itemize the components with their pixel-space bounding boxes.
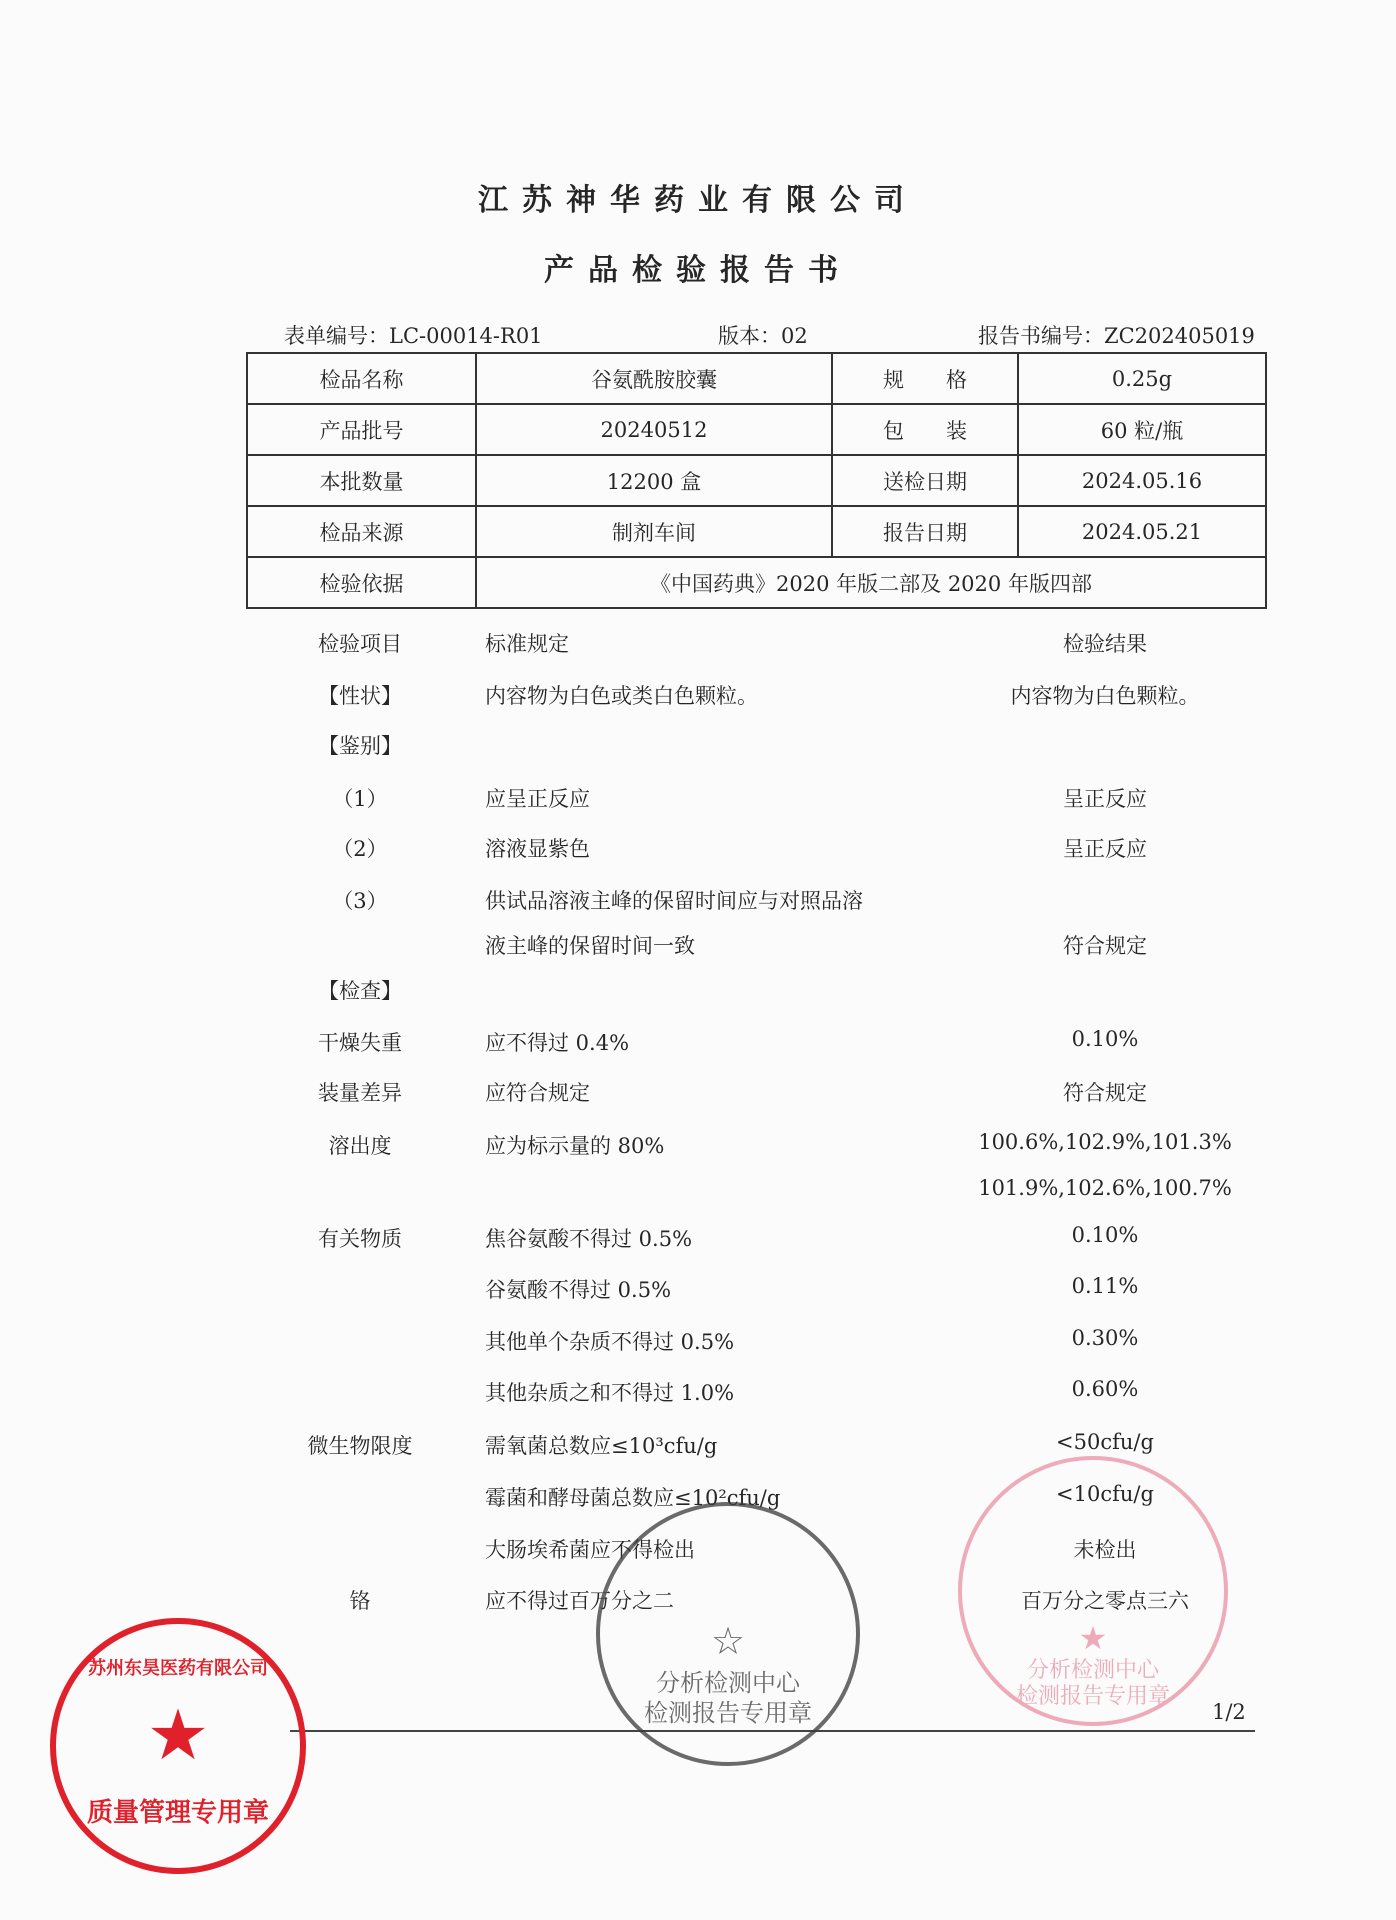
result-text: 百万分之零点三六 [1021, 1589, 1189, 1613]
result-text: 0.10% [1071, 1027, 1139, 1051]
standard-text: 应符合规定 [485, 1081, 590, 1105]
info-label: 本批数量 [247, 455, 476, 506]
result-text: 0.11% [1071, 1274, 1139, 1298]
result-text: <50cfu/g [1056, 1430, 1154, 1454]
item-label: 有关物质 [318, 1227, 402, 1251]
standard-text: 标准规定 [485, 632, 569, 656]
item-label: 装量差异 [318, 1081, 402, 1105]
standard-text: 需氧菌总数应≤10³cfu/g [485, 1434, 718, 1458]
item-label: 【鉴别】 [318, 734, 402, 758]
result-text: 100.6%,102.9%,101.3% [978, 1130, 1232, 1154]
star-icon: ★ [1078, 1619, 1108, 1657]
item-label: 铬 [349, 1589, 371, 1613]
stamp-text: 分析检测中心 检测报告专用章 [1015, 1658, 1170, 1709]
report-number: 报告书编号：ZC202405019 [978, 324, 1255, 348]
standard-text: 应呈正反应 [485, 787, 590, 811]
info-label: 产品批号 [247, 404, 476, 455]
info-row [247, 353, 1266, 404]
standard-text: 应不得过百万分之二 [485, 1589, 674, 1613]
standard-text: 谷氨酸不得过 0.5% [485, 1278, 672, 1302]
info-label: 报告日期 [832, 506, 1018, 557]
star-icon: ☆ [710, 1619, 746, 1663]
basis-label: 检验依据 [247, 557, 476, 608]
stamp-text: 质量管理专用章 [86, 1798, 269, 1828]
stamp-text: 分析检测中心 检测报告专用章 [644, 1669, 812, 1727]
document-title: 产品检验报告书 [544, 253, 852, 288]
item-label: 检验项目 [318, 632, 402, 656]
info-value: 0.25g [1018, 353, 1266, 404]
result-text: 内容物为白色颗粒。 [1010, 684, 1200, 708]
standard-text: 内容物为白色或类白色颗粒。 [485, 684, 758, 708]
result-text: 101.9%,102.6%,100.7% [978, 1176, 1232, 1200]
info-label: 检品名称 [247, 353, 476, 404]
info-value: 2024.05.16 [1018, 455, 1266, 506]
standard-text: 应不得过 0.4% [485, 1031, 630, 1055]
red-seal-stamp [50, 1618, 306, 1874]
result-text: 检验结果 [1063, 632, 1147, 656]
info-value: 20240512 [476, 404, 832, 455]
item-label: （2） [332, 837, 388, 861]
standard-text: 焦谷氨酸不得过 0.5% [485, 1227, 693, 1251]
info-label: 送检日期 [832, 455, 1018, 506]
standard-text: 霉菌和酵母菌总数应≤10²cfu/g [485, 1486, 781, 1510]
info-value: 2024.05.21 [1018, 506, 1266, 557]
result-text: <10cfu/g [1056, 1482, 1154, 1506]
info-row [247, 455, 1266, 506]
result-text: 呈正反应 [1063, 787, 1147, 811]
info-label: 包 装 [832, 404, 1018, 455]
item-label: 微生物限度 [307, 1434, 413, 1458]
basis-row [247, 557, 1266, 608]
star-icon: ★ [146, 1694, 210, 1776]
standard-text: 溶液显紫色 [485, 837, 590, 861]
black-seal-stamp [596, 1502, 860, 1766]
pink-seal-stamp [958, 1456, 1228, 1726]
item-label: 溶出度 [328, 1134, 392, 1158]
standard-text: 大肠埃希菌应不得检出 [485, 1538, 695, 1562]
result-text: 0.60% [1071, 1377, 1139, 1401]
item-label: （1） [332, 787, 388, 811]
info-value: 60 粒/瓶 [1018, 404, 1266, 455]
standard-text: 其他单个杂质不得过 0.5% [485, 1330, 735, 1354]
info-value: 12200 盒 [476, 455, 832, 506]
result-text: 0.30% [1071, 1326, 1139, 1350]
version: 版本：02 [718, 324, 808, 348]
result-text: 0.10% [1071, 1223, 1139, 1247]
stamp-text: 苏州东昊医药有限公司 [88, 1658, 268, 1679]
standard-text: 应为标示量的 80% [485, 1134, 665, 1158]
product-info-table [246, 352, 1267, 609]
result-text: 符合规定 [1063, 1081, 1147, 1105]
basis-value: 《中国药典》2020 年版二部及 2020 年版四部 [476, 557, 1266, 608]
info-row [247, 404, 1266, 455]
result-text: 符合规定 [1063, 934, 1147, 958]
info-row [247, 506, 1266, 557]
company-name: 江苏神华药业有限公司 [478, 183, 918, 218]
info-value: 谷氨酰胺胶囊 [476, 353, 832, 404]
item-label: 【性状】 [318, 684, 402, 708]
item-label: 【检查】 [318, 979, 402, 1003]
page-number: 1/2 [1212, 1700, 1246, 1724]
standard-text: 其他杂质之和不得过 1.0% [485, 1381, 735, 1405]
item-label: 干燥失重 [318, 1031, 402, 1055]
form-number: 表单编号：LC-00014-R01 [284, 324, 543, 348]
result-text: 呈正反应 [1063, 837, 1147, 861]
item-label: （3） [332, 889, 388, 913]
info-label: 规 格 [832, 353, 1018, 404]
standard-text: 液主峰的保留时间一致 [485, 934, 695, 958]
info-value: 制剂车间 [476, 506, 832, 557]
standard-text: 供试品溶液主峰的保留时间应与对照品溶 [485, 889, 863, 913]
result-text: 未检出 [1073, 1538, 1137, 1562]
info-label: 检品来源 [247, 506, 476, 557]
